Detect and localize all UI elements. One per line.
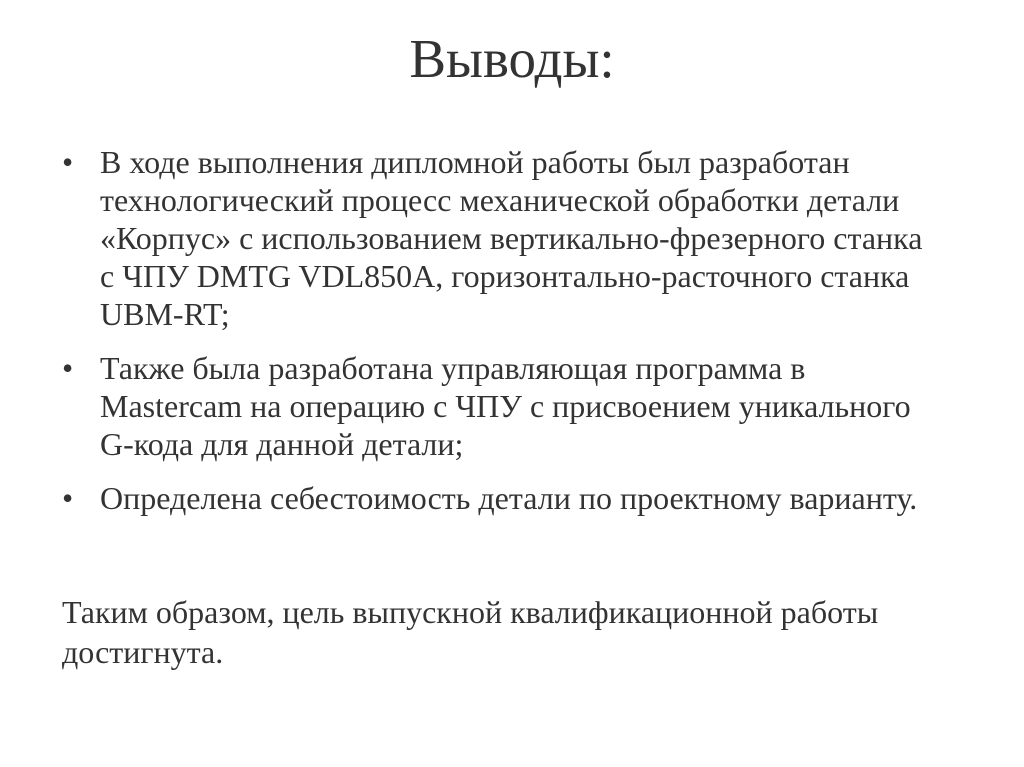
bullet-1-line-3: «Корпус» с использованием вертикально-фрезерного станка	[100, 220, 923, 256]
bullet-item-2	[62, 349, 992, 463]
conclusion-line-2: достигнута.	[62, 634, 224, 670]
bullet-2-line-1: Также была разработана управляющая программа в	[100, 350, 806, 386]
bullet-icon: •	[62, 144, 74, 180]
bullet-1-line-2: технологический процесс механической обработки детали	[100, 182, 900, 218]
bullet-item-1	[62, 143, 992, 333]
bullet-list	[62, 143, 992, 533]
bullet-1-line-5: UBM-RT;	[100, 296, 230, 332]
bullet-icon: •	[62, 350, 74, 386]
slide-title: Выводы:	[409, 28, 615, 89]
bullet-1-line-4: с ЧПУ DMTG VDL850A, горизонтально-расточного станка	[100, 258, 910, 294]
bullet-icon: •	[62, 480, 74, 516]
bullet-3-line-1: Определена себестоимость детали по проектному варианту.	[100, 480, 918, 516]
bullet-1-line-1: В ходе выполнения дипломной работы был разработан	[100, 144, 850, 180]
bullet-item-3	[62, 479, 992, 517]
conclusion-text	[62, 592, 992, 672]
conclusion-line-1: Таким образом, цель выпускной квалификационной работы	[62, 594, 879, 630]
bullet-2-line-3: G-кода для данной детали;	[100, 426, 464, 462]
bullet-2-line-2: Mastercam на операцию с ЧПУ с присвоением уникального	[100, 388, 911, 424]
